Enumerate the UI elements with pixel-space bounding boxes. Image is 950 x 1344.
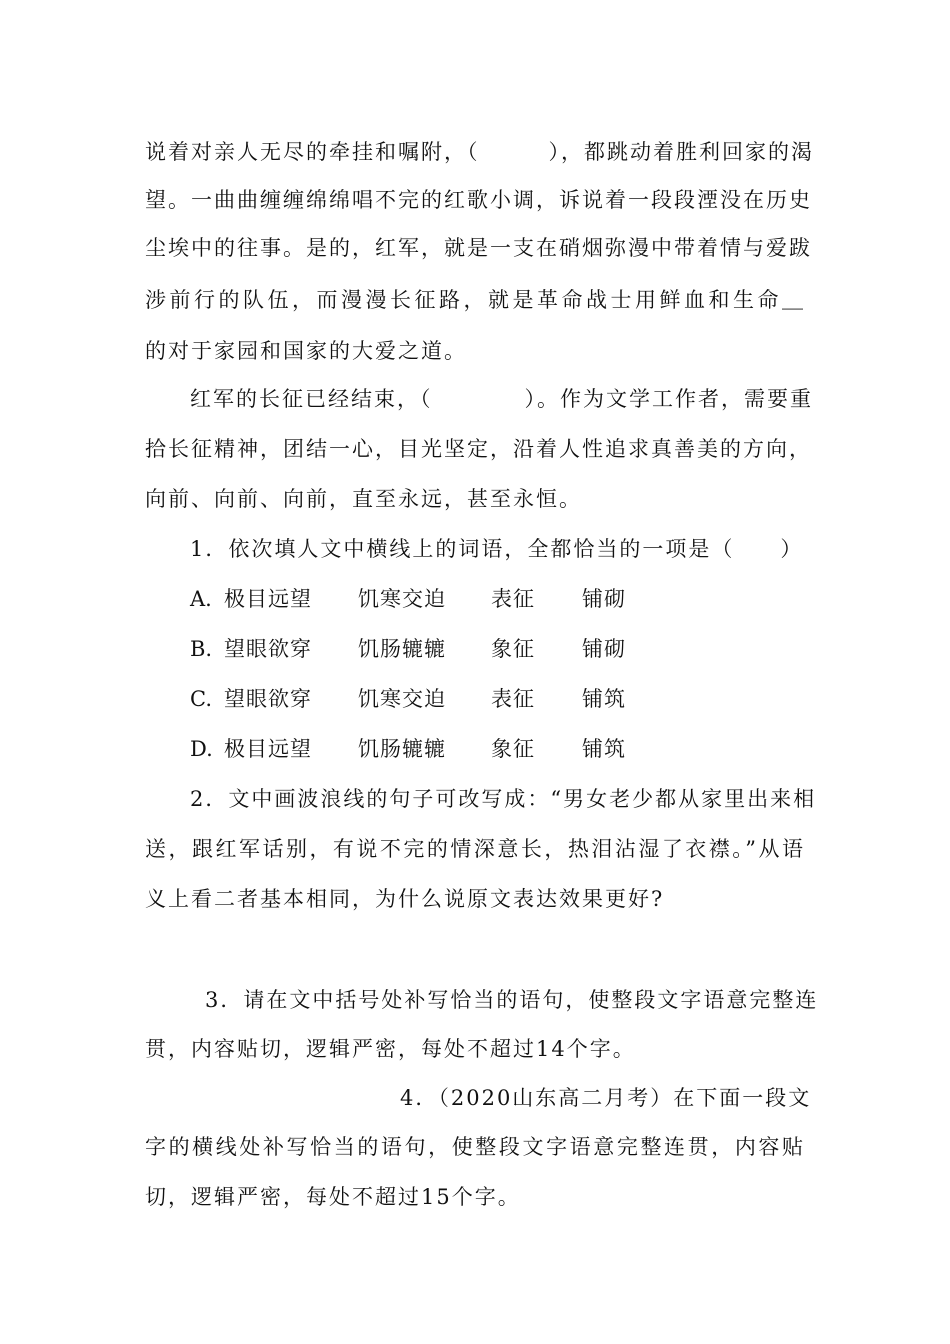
option-word: 极目远望 [224, 587, 312, 611]
q2-line-2: 送，跟红军话别，有说不完的情深意长，热泪沾湿了衣襟。”从语 [145, 837, 805, 861]
q3-line-1: 3．请在文中括号处补写恰当的语句，使整段文字语意完整连 [205, 988, 819, 1012]
passage-line-4: 涉前行的队伍，而漫漫长征路，就是革命战士用鲜血和生命＿ [145, 288, 805, 312]
option-word: 饥肠辘辘 [358, 637, 446, 661]
q4-line-1: 4．（2020山东高二月考）在下面一段文 [400, 1086, 812, 1110]
option-word: 望眼欲穿 [224, 637, 312, 661]
passage-line-5: 的对于家园和国家的大爱之道。 [145, 339, 467, 363]
passage-line-7: 拾长征精神，团结一心，目光坚定，沿着人性追求真善美的方向， [145, 437, 812, 461]
passage-line-2: 望。一曲曲缠缠绵绵唱不完的红歌小调，诉说着一段段湮没在历史 [145, 188, 812, 212]
option-word: 铺筑 [582, 687, 626, 711]
option-word: 象征 [491, 737, 535, 761]
option-word: 饥寒交迫 [358, 687, 446, 711]
q4-line-3: 切，逻辑严密，每处不超过15个字。 [145, 1185, 521, 1209]
option-label: A. [190, 587, 212, 611]
option-label: C. [190, 687, 212, 711]
option-word: 铺筑 [582, 737, 626, 761]
q2-line-1: 2．文中画波浪线的句子可改写成：“男女老少都从家里出来相 [190, 787, 817, 811]
option-label: B. [190, 637, 213, 661]
passage-line-8: 向前、向前、向前，直至永远，甚至永恒。 [145, 487, 582, 511]
option-word: 饥肠辘辘 [358, 737, 446, 761]
option-word: 饥寒交迫 [358, 587, 446, 611]
q2-line-3: 义上看二者基本相同，为什么说原文表达效果更好? [145, 887, 665, 911]
q3-line-2: 贯，内容贴切，逻辑严密，每处不超过14个字。 [145, 1037, 636, 1061]
option-word: 表征 [491, 587, 535, 611]
passage-line-3: 尘埃中的往事。是的，红军，就是一支在硝烟弥漫中带着情与爱跋 [145, 236, 812, 260]
option-word: 铺砌 [582, 637, 626, 661]
option-word: 表征 [491, 687, 535, 711]
passage-line-1: 说着对亲人无尽的牵挂和嘱附，（ ），都跳动着胜利回家的渴 [145, 140, 814, 164]
option-label: D. [190, 737, 213, 761]
passage-line-6: 红军的长征已经结束，（ ）。作为文学工作者，需要重 [190, 387, 813, 411]
q4-line-2: 字的横线处补写恰当的语句，使整段文字语意完整连贯，内容贴 [145, 1135, 805, 1159]
option-word: 望眼欲穿 [224, 687, 312, 711]
q1-stem: 1．依次填人文中横线上的词语，全都恰当的一项是（ ） [190, 537, 804, 561]
option-word: 铺砌 [582, 587, 626, 611]
option-word: 极目远望 [224, 737, 312, 761]
option-word: 象征 [491, 637, 535, 661]
